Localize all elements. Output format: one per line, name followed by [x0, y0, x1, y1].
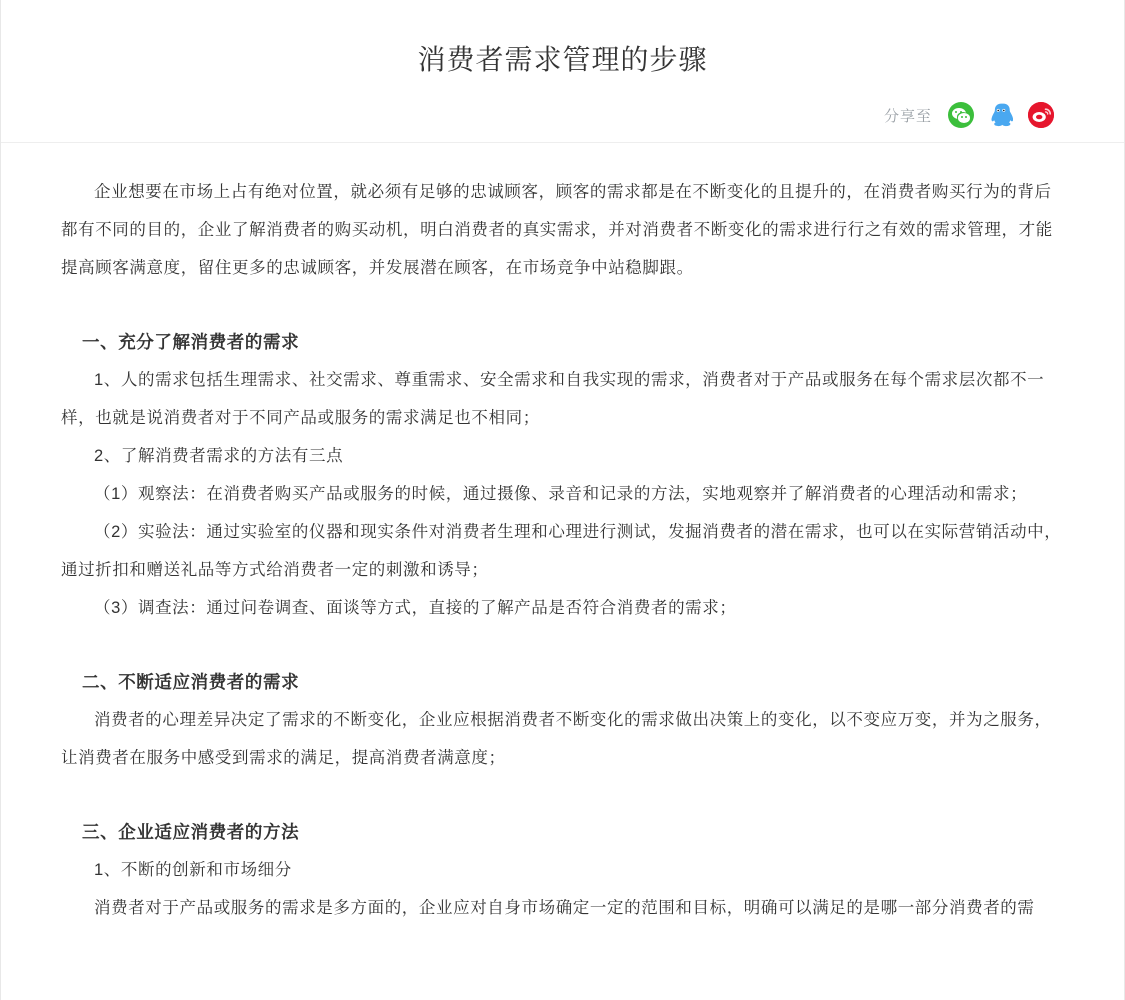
list-item: 消费者对于产品或服务的需求是多方面的，企业应对自身市场确定一定的范围和目标，明确可以满足的是哪一部分消费者的需: [94, 899, 1035, 917]
wechat-eye-2: [960, 111, 962, 113]
weibo-share-icon[interactable]: [1028, 102, 1054, 128]
list-item: 2、了解消费者需求的方法有三点: [94, 447, 344, 465]
page-title: 消费者需求管理的步骤: [417, 44, 708, 75]
section-heading-3: 三、企业适应消费者的方法: [82, 822, 300, 842]
list-item: 1、人的需求包括生理需求、社交需求、尊重需求、安全需求和自我实现的需求，消费者对于产品或服务在每个需求层次都不一样，也就是说消费者对于不同产品或服务的需求满足也不相同；: [61, 371, 1045, 427]
section-heading-2: 二、不断适应消费者的需求: [82, 672, 300, 692]
article-body: [1, 143, 1124, 927]
wechat-eye-3: [961, 116, 963, 118]
list-item: （1）观察法：在消费者购买产品或服务的时候，通过摄像、录音和记录的方法，实地观察并了解消费者的心理活动和需求；: [94, 485, 1028, 503]
intro-paragraph: 企业想要在市场上占有绝对位置，就必须有足够的忠诚顾客，顾客的需求都是在不断变化的且提升的，在消费者购买行为的背后都有不同的目的，企业了解消费者的购买动机，明白消费者的真实需求，并对消费者不断变化的需求进行行之有效的需求管理，才能提高顾客满意度，留住更多的忠诚顾客，并发展潜在顾客，在市场竞争中站稳脚跟。: [61, 183, 1053, 277]
section-spacer-2: [61, 627, 1064, 663]
section-heading-1: 一、充分了解消费者的需求: [82, 332, 300, 352]
list-item: （2）实验法：通过实验室的仪器和现实条件对消费者生理和心理进行测试，发掘消费者的潜在需求，也可以在实际营销活动中，通过折扣和赠送礼品等方式给消费者一定的刺激和诱导；: [61, 523, 1062, 579]
article-header: [1, 0, 1124, 143]
list-item: 1、不断的创新和市场细分: [94, 861, 292, 879]
wechat-eye-1: [955, 111, 957, 113]
list-item: 消费者的心理差异决定了需求的不断变化，企业应根据消费者不断变化的需求做出决策上的变化，以不变应万变，并为之服务，让消费者在服务中感受到需求的满足，提高消费者满意度；: [61, 711, 1052, 767]
section-spacer-3: [61, 777, 1064, 813]
wechat-bubble-small: [958, 113, 970, 123]
qq-share-icon[interactable]: [988, 102, 1014, 128]
wechat-share-icon[interactable]: [948, 102, 974, 128]
share-bar: [41, 82, 1084, 142]
share-label: 分享至: [883, 107, 932, 125]
section-spacer-1: [61, 287, 1064, 323]
list-item: （3）调查法：通过问卷调查、面谈等方式，直接的了解产品是否符合消费者的需求；: [94, 599, 737, 617]
wechat-eye-4: [965, 116, 967, 118]
